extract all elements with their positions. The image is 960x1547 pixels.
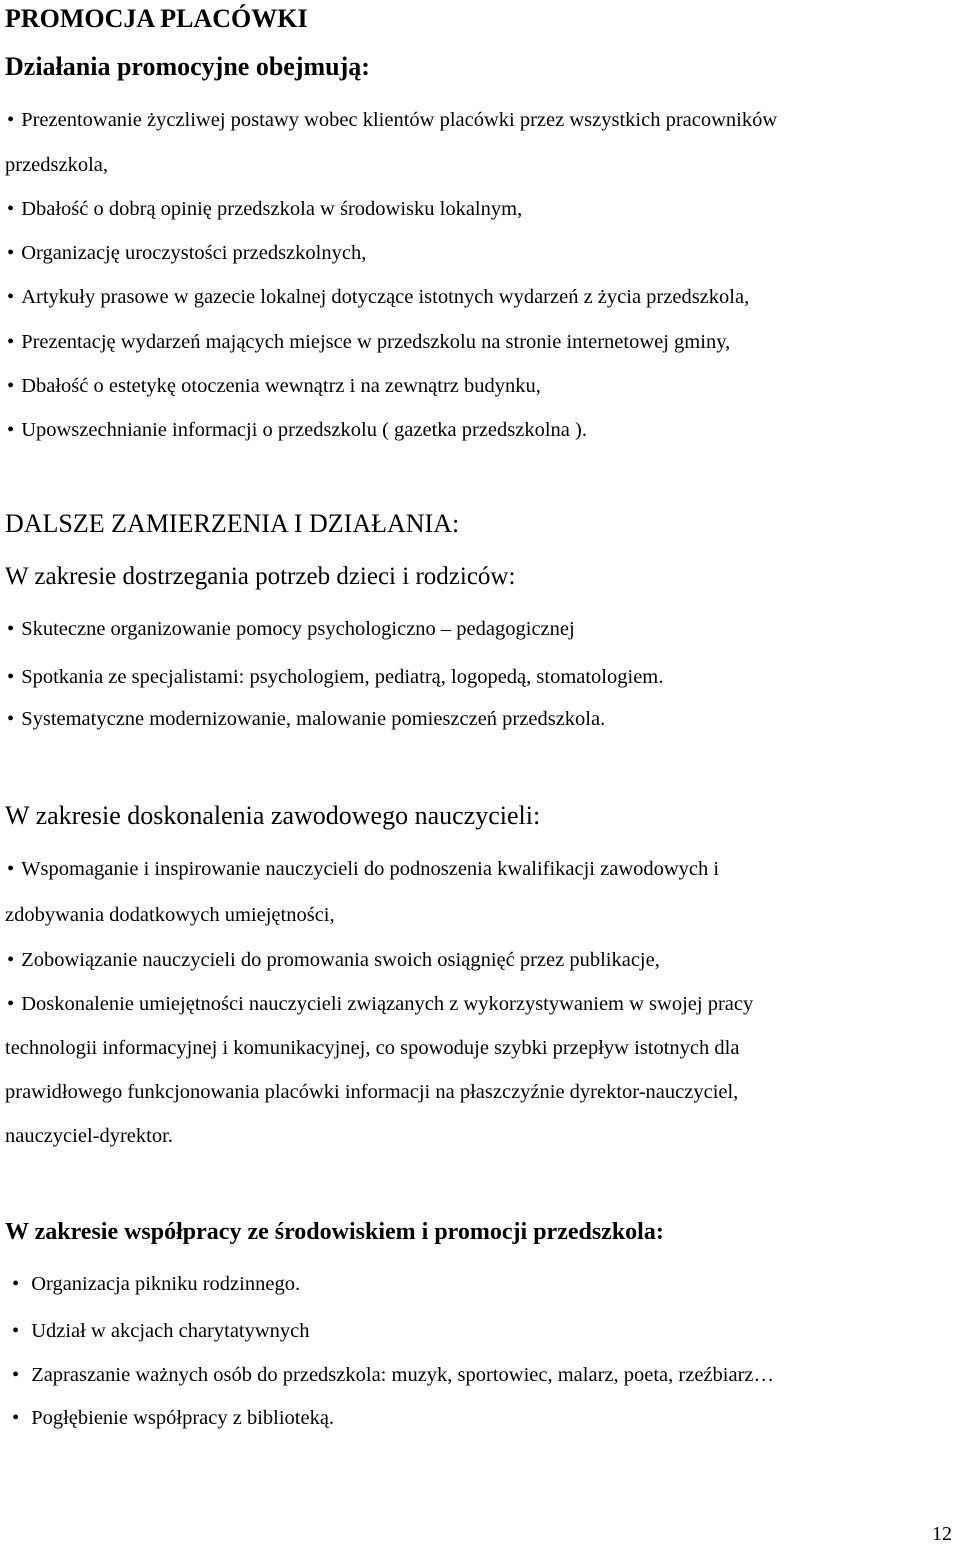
list-item: • Organizacja pikniku rodzinnego.	[12, 1272, 300, 1296]
list-item: • Dbałość o dobrą opinię przedszkola w środowisku lokalnym,	[7, 197, 522, 221]
page-number: 12	[932, 1523, 952, 1545]
section2-subheading: W zakresie dostrzegania potrzeb dzieci i rodziców:	[5, 563, 516, 590]
list-item: • Prezentowanie życzliwej postawy wobec klientów placówki przez wszystkich pracowników	[7, 108, 777, 132]
list-item: • Udział w akcjach charytatywnych	[12, 1319, 310, 1343]
section1-heading: Działania promocyjne obejmują:	[5, 52, 370, 81]
list-item-continuation: prawidłowego funkcjonowania placówki informacji na płaszczyźnie dyrektor-nauczyciel,	[5, 1081, 739, 1103]
list-item: • Pogłębienie współpracy z biblioteką.	[12, 1406, 334, 1430]
list-item: • Artykuły prasowe w gazecie lokalnej dotyczące istotnych wydarzeń z życia przedszkola,	[7, 285, 749, 309]
section3-heading: W zakresie doskonalenia zawodowego nauczycieli:	[5, 801, 541, 830]
list-item: • Skuteczne organizowanie pomocy psychologiczno – pedagogicznej	[7, 617, 575, 641]
section2-heading: DALSZE ZAMIERZENIA I DZIAŁANIA:	[5, 509, 460, 538]
list-item: • Doskonalenie umiejętności nauczycieli związanych z wykorzystywaniem w swojej pracy	[7, 992, 753, 1016]
list-item: • Systematyczne modernizowanie, malowanie pomieszczeń przedszkola.	[7, 707, 605, 731]
list-item: • Spotkania ze specjalistami: psychologiem, pediatrą, logopedą, stomatologiem.	[7, 665, 663, 689]
list-item: • Organizację uroczystości przedszkolnych,	[7, 241, 366, 265]
list-item-continuation: zdobywania dodatkowych umiejętności,	[5, 904, 335, 926]
list-item: • Prezentację wydarzeń mających miejsce w przedszkolu na stronie internetowej gminy,	[7, 330, 730, 354]
list-item: • Upowszechnianie informacji o przedszkolu ( gazetka przedszkolna ).	[7, 418, 587, 442]
list-item: • Wspomaganie i inspirowanie nauczycieli do podnoszenia kwalifikacji zawodowych i	[7, 857, 719, 881]
section4-heading: W zakresie współpracy ze środowiskiem i promocji przedszkola:	[5, 1219, 664, 1245]
list-item-continuation: technologii informacyjnej i komunikacyjnej, co spowoduje szybki przepływ istotnych dla	[5, 1037, 740, 1059]
list-item: • Zobowiązanie nauczycieli do promowania swoich osiągnięć przez publikacje,	[7, 948, 660, 972]
list-item: • Dbałość o estetykę otoczenia wewnątrz i na zewnątrz budynku,	[7, 374, 541, 398]
list-item-continuation: przedszkola,	[5, 154, 109, 176]
list-item: • Zapraszanie ważnych osób do przedszkola: muzyk, sportowiec, malarz, poeta, rzeźbiarz…	[12, 1363, 774, 1387]
page-title: PROMOCJA PLACÓWKI	[5, 4, 308, 33]
list-item-continuation: nauczyciel-dyrektor.	[5, 1125, 173, 1147]
